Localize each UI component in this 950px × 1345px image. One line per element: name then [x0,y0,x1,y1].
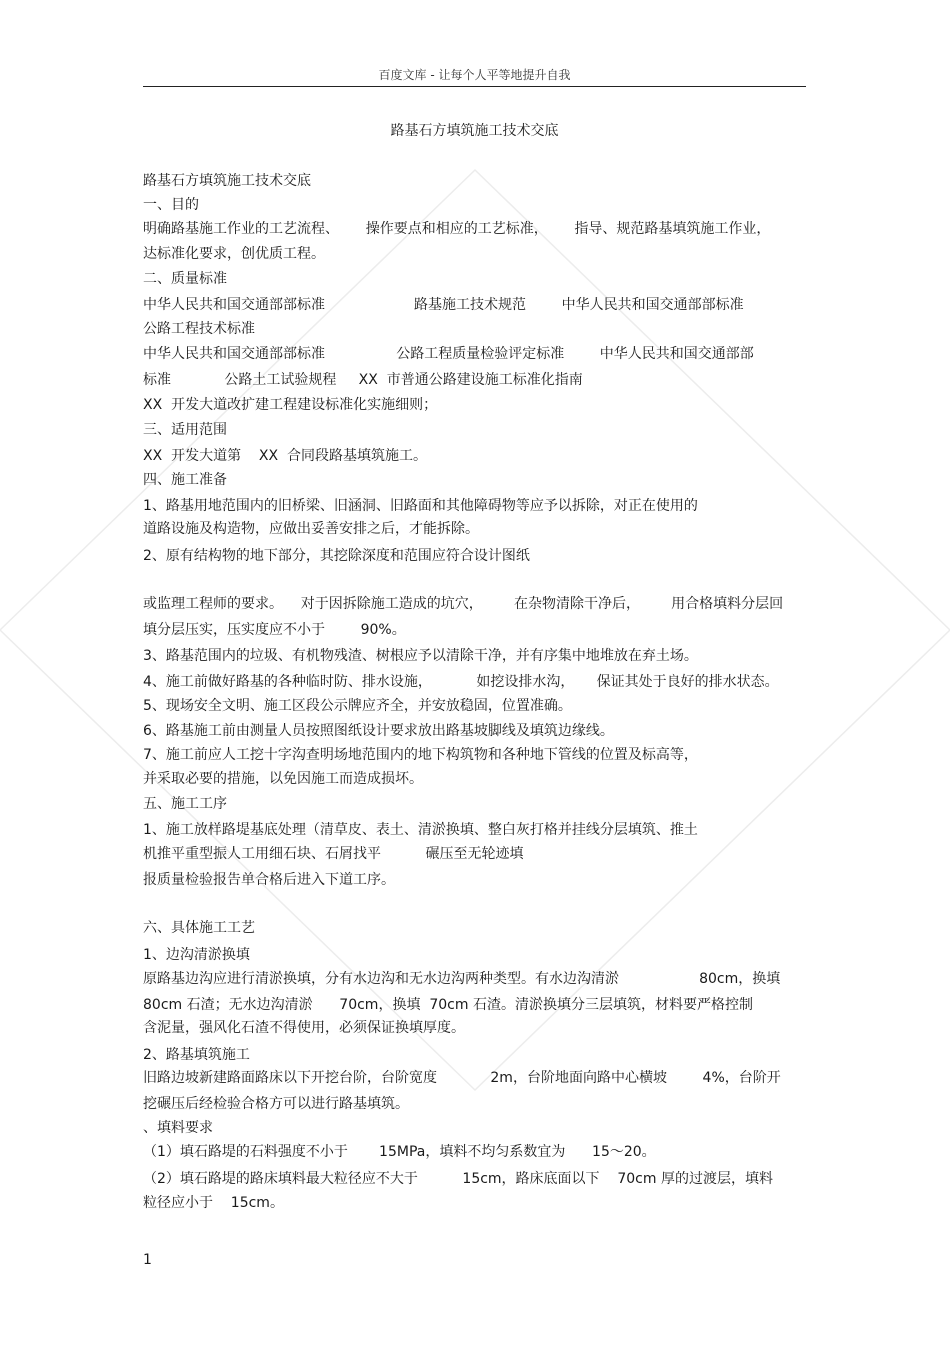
text-line: 1、路基用地范围内的旧桥梁、旧涵洞、旧路面和其他障碍物等应予以拆除，对正在使用的 [143,498,698,514]
text-line: 2、路基填筑施工 [143,1047,250,1063]
text-line: 并采取必要的措施，以免因施工而造成损坏。 [143,771,423,787]
text-line: 六、具体施工工艺 [143,920,255,936]
text-line: XX 开发大道改扩建工程建设标准化实施细则； [143,397,438,413]
text-line: （1）填石路堤的石料强度不小于 15MPa，填料不均匀系数宜为 15～20。 [143,1144,656,1160]
text-line: 四、施工准备 [143,472,227,488]
text-line: 报质量检验报告单合格后进入下道工序。 [143,872,395,888]
text-line: 机推平重型振人工用细石块、石屑找平 碾压至无轮迹填 [143,846,524,862]
text-line: 明确路基施工作业的工艺流程、 操作要点和相应的工艺标准， 指导、规范路基填筑施工作业， [143,221,771,237]
text-line: 3、路基范围内的垃圾、有机物残渣、树根应予以清除干净，并有序集中地堆放在弃土场。 [143,648,698,664]
text-line: 路基石方填筑施工技术交底 [143,173,311,189]
text-line: 中华人民共和国交通部部标准 路基施工技术规范 中华人民共和国交通部部标准 [143,297,744,313]
text-line: 二、质量标准 [143,271,227,287]
text-line: 挖碾压后经检验合格方可以进行路基填筑。 [143,1096,409,1112]
text-line: 、填料要求 [143,1120,213,1136]
text-line: 三、适用范围 [143,422,227,438]
text-line: 公路工程技术标准 [143,321,255,337]
text-line: XX 开发大道第 XX 合同段路基填筑施工。 [143,448,427,464]
text-line: 80cm 石渣；无水边沟清淤 70cm，换填 70cm 石渣。清淤换填分三层填筑，材料要严格控制 [143,997,753,1013]
text-line: 道路设施及构造物，应做出妥善安排之后，才能拆除。 [143,521,479,537]
text-line: 中华人民共和国交通部部标准 公路工程质量检验评定标准 中华人民共和国交通部部 [143,346,754,362]
page-header: 百度文库 - 让每个人平等地提升自我 [378,68,571,82]
text-line: 粒径应小于 15cm。 [143,1195,284,1211]
text-line: 1、边沟清淤换填 [143,947,250,963]
page-number: 1 [143,1252,152,1268]
header-rule [143,86,806,87]
text-line: 2、原有结构物的地下部分，其挖除深度和范围应符合设计图纸 [143,548,530,564]
text-line: 填分层压实，压实度应不小于 90%。 [143,622,406,638]
text-line: 一、目的 [143,197,199,213]
text-line: （2）填石路堤的路床填料最大粒径应不大于 15cm，路床底面以下 70cm 厚的过渡层，填料 [143,1171,773,1187]
text-line: 五、施工工序 [143,796,227,812]
text-line: 旧路边坡新建路面路床以下开挖台阶，台阶宽度 2m，台阶地面向路中心横坡 4%，台阶开 [143,1070,781,1086]
text-line: 或监理工程师的要求。 对于因拆除施工造成的坑穴， 在杂物清除干净后， 用合格填料分层回 [143,596,784,612]
text-line: 1、施工放样路堤基底处理（清草皮、表土、清淤换填、整白灰打格并挂线分层填筑、推土 [143,822,698,838]
text-line: 达标准化要求，创优质工程。 [143,246,325,262]
text-line: 6、路基施工前由测量人员按照图纸设计要求放出路基坡脚线及填筑边缘线。 [143,723,614,739]
text-line: 含泥量，强风化石渣不得使用，必须保证换填厚度。 [143,1020,465,1036]
text-line: 5、现场安全文明、施工区段公示牌应齐全，并安放稳固，位置准确。 [143,698,572,714]
text-line: 标准 公路土工试验规程 XX 市普通公路建设施工标准化指南 [143,372,583,388]
text-line: 原路基边沟应进行清淤换填，分有水边沟和无水边沟两种类型。有水边沟清淤 80cm，换填 [143,971,781,987]
text-line: 7、施工前应人工挖十字沟查明场地范围内的地下构筑物和各种地下管线的位置及标高等， [143,747,698,763]
text-line: 4、施工前做好路基的各种临时防、排水设施， 如挖设排水沟， 保证其处于良好的排水状态。 [143,674,779,690]
document-title: 路基石方填筑施工技术交底 [390,123,559,139]
